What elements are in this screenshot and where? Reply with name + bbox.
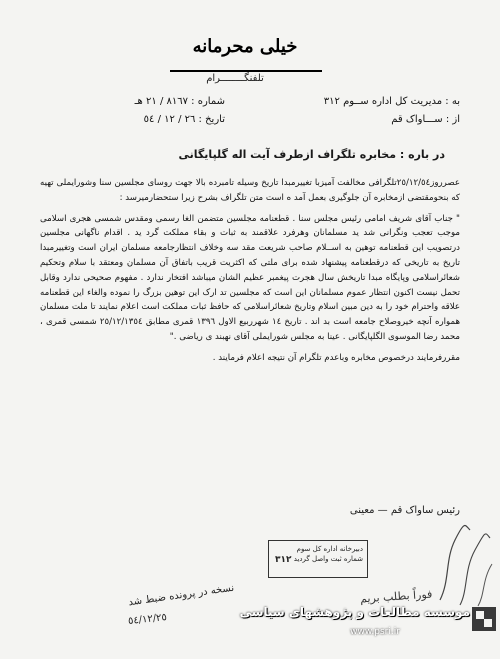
body-paragraph: مقررفرمایند درخصوص مخابره وباعدم تلگرام آن نتیجه اعلام فرمایند . bbox=[212, 352, 460, 363]
registration-number: ٣١٢ bbox=[275, 555, 292, 565]
sender-line: از : ســـاواک قم bbox=[391, 114, 460, 125]
margin-handwriting bbox=[430, 520, 500, 610]
handwritten-date: ٥٤/١٢/٢٥ bbox=[127, 611, 168, 628]
psri-logo-icon bbox=[472, 607, 496, 631]
recipient-line: به : مدیریت کل اداره ســوم ٣١٢ bbox=[323, 96, 460, 107]
watermark-organization: موسسه مطالعات و پژوهشهای سیاسی bbox=[239, 605, 470, 619]
subject-line: در باره : مخابره تلگراف ازطرف آیت اله گلپایگانی bbox=[178, 148, 445, 161]
classification-title: خیلی محرمانه bbox=[192, 36, 298, 57]
handwritten-note: فوراً بطلب بریم bbox=[359, 587, 433, 606]
registration-stamp-subtitle: شماره ثبت واصل گردید bbox=[293, 555, 363, 563]
body-paragraph: عصرروز٢٥/١٢/٥٤تلگرافی مخالفت آمیزبا تغییرمبدا تاریخ وسیله تامبرده بالا جهت روسای مجلسین سنا وشورایملی تهیه که بنحومقتضی ازمخابره آن جلوگیری بعمل آمد ه است متن تلگراف بشرح زیرا ستحضارمیرسد : bbox=[40, 178, 460, 203]
letter-body bbox=[40, 176, 460, 372]
document-date: تاریخ : ٢٦ / ١٢ / ٥٤ bbox=[143, 114, 225, 125]
stamp-underline bbox=[170, 70, 322, 72]
registration-stamp bbox=[268, 540, 368, 578]
watermark-url: www.psri.ir bbox=[350, 627, 400, 637]
header-stamp bbox=[150, 36, 340, 76]
document-number: شماره : ٨١٦٧ / ٢١ هـ bbox=[134, 96, 225, 107]
handwritten-signature: نسخه در پرونده ضبط شد bbox=[127, 582, 235, 609]
registration-stamp-title: دبیرخانه اداره کل سوم bbox=[296, 545, 363, 553]
document-type: تلفنگــــــــرام bbox=[206, 73, 264, 84]
signature-line: رئیس ساواک قم — معینی bbox=[349, 505, 460, 516]
body-paragraph: " جناب آقای شریف امامی رئیس مجلس سنا . قطعنامه مجلسین متضمن الغا رسمی ومقدس شمسی هجری اسلامی موجب تعجب ونگرانی شد ید مسلمانان وهرفرد علاقمند به ثبات و بقاء مملکت گرد ید . اقدام ناگهانی مجلسین درتصویب این قطعنامه توهین به اســلام صاحب شریعت مقد سه وخلاف انتظارجامعه مسلمان ایران است وتغییرمبدا تاریخ به تاریخی که درقطعنامه پیشنهاد شده برای ملتی که اکثریت قریب باتفاق آن مسلمان ومعتقد با سلام وتحکیم شعائراسلامی وپایگاه مبدا تاریخش سال هجرت پیغمبر عظیم الشان میباشد افتخار ندارد . مفهوم صحیحی ندارد وقابل تحمل نیست اکنون انتظار عموم مسلمانان این است که مجلسین تد ارک این توهین بزرگ را نموده والغاء این قطعنامه علاقه واحترام خود را به دین مبین اسلام وتاریخ شعائراسلامی که حافظ ثبات مملکت است اعلام نمایند تا ملت مسلمان همواره آنچه خیروصلاح جامعه است بد اند . تاریخ ١٤ شهرربیع الاول ١٣٩٦ قمری مطابق ٢٥/١٢/١٣٥٤ شمسی قمری ، محمد رضا الموسوی الگلپایگانی . عینا به مجلس شورایملی آقای نهبند ی ریاضی ." bbox=[40, 213, 460, 342]
